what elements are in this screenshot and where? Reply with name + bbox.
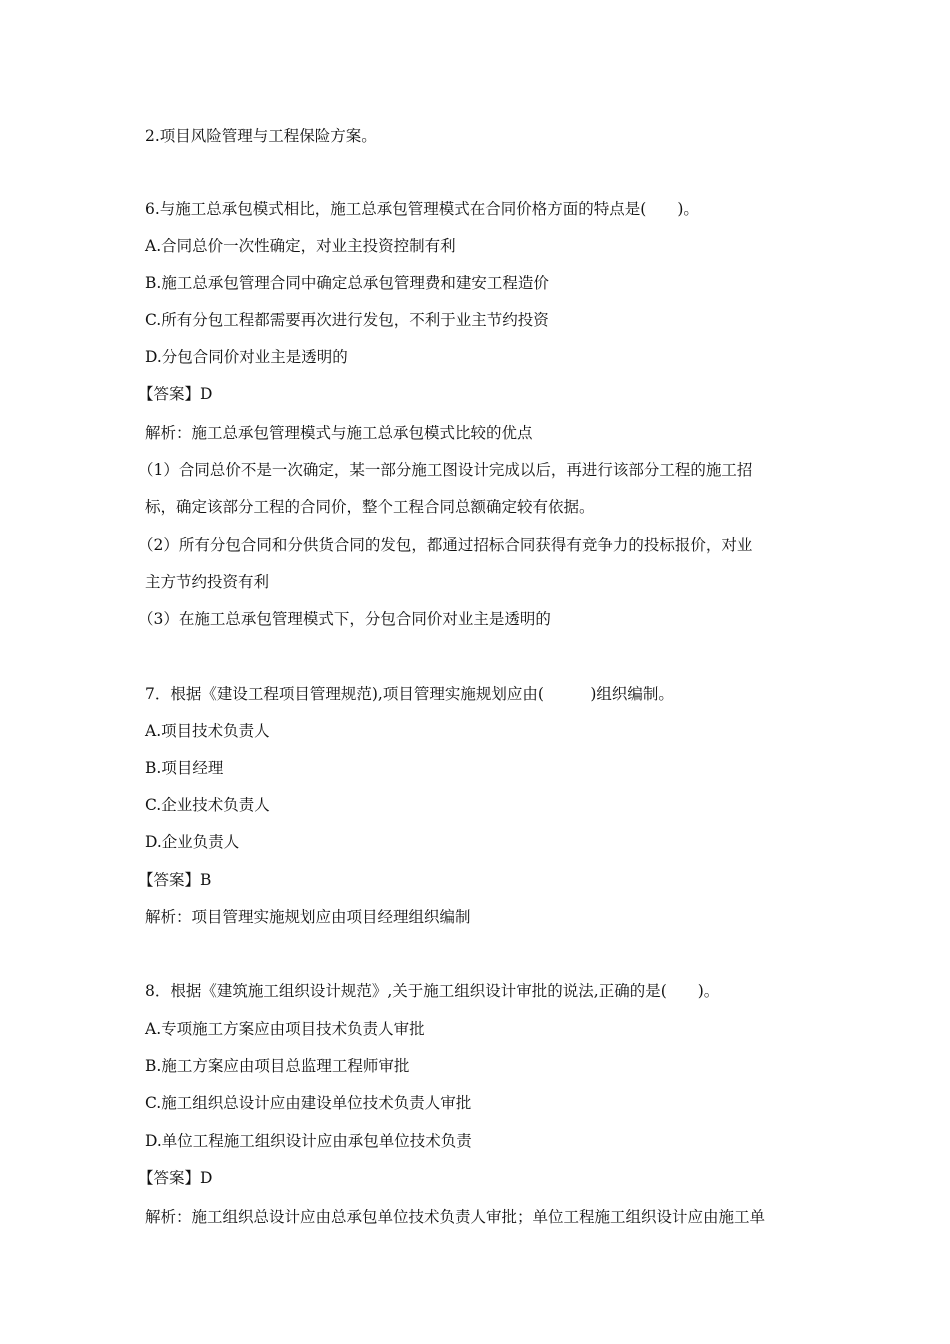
- q6-option-c: C.所有分包工程都需要再次进行发包，不利于业主节约投资: [145, 311, 549, 329]
- q7-analysis-line: 解析：项目管理实施规划应由项目经理组织编制: [145, 908, 471, 926]
- q7-option-b: B.项目经理: [145, 759, 224, 777]
- q6-analysis-line: 主方节约投资有利: [145, 573, 270, 591]
- q8-stem: 8．根据《建筑施工组织设计规范》,关于施工组织设计审批的说法,正确的是( )。: [145, 982, 720, 1000]
- q8-analysis-line: 解析：施工组织总设计应由总承包单位技术负责人审批；单位工程施工组织设计应由施工单: [145, 1208, 766, 1226]
- q6-analysis-line: 标，确定该部分工程的合同价，整个工程合同总额确定较有依据。: [145, 498, 595, 516]
- q7-option-a: A.项目技术负责人: [145, 722, 270, 740]
- q6-analysis-line: （1）合同总价不是一次确定，某一部分施工图设计完成以后，再进行该部分工程的施工招: [138, 461, 753, 479]
- q7-answer: 【答案】B: [138, 871, 212, 889]
- q7-option-c: C.企业技术负责人: [145, 796, 270, 814]
- q7-option-d: D.企业负责人: [145, 833, 240, 851]
- q6-option-d: D.分包合同价对业主是透明的: [145, 348, 348, 366]
- q8-option-d: D.单位工程施工组织设计应由承包单位技术负责: [145, 1132, 472, 1150]
- q6-option-b: B.施工总承包管理合同中确定总承包管理费和建安工程造价: [145, 274, 549, 292]
- intro-line: 2.项目风险管理与工程保险方案。: [145, 127, 377, 145]
- q6-analysis-line: 解析：施工总承包管理模式与施工总承包模式比较的优点: [145, 424, 533, 442]
- q6-analysis-line: （3）在施工总承包管理模式下，分包合同价对业主是透明的: [138, 610, 551, 628]
- q8-option-a: A.专项施工方案应由项目技术负责人审批: [145, 1020, 425, 1038]
- q6-option-a: A.合同总价一次性确定，对业主投资控制有利: [145, 237, 456, 255]
- q6-analysis-line: （2）所有分包合同和分供货合同的发包，都通过招标合同获得有竞争力的投标报价，对业: [138, 536, 753, 554]
- q8-answer: 【答案】D: [138, 1169, 213, 1187]
- q6-stem: 6.与施工总承包模式相比，施工总承包管理模式在合同价格方面的特点是( )。: [145, 200, 699, 218]
- q6-answer: 【答案】D: [138, 385, 213, 403]
- q8-option-b: B.施工方案应由项目总监理工程师审批: [145, 1057, 410, 1075]
- q8-option-c: C.施工组织总设计应由建设单位技术负责人审批: [145, 1094, 472, 1112]
- q7-stem: 7．根据《建设工程项目管理规范),项目管理实施规划应由( )组织编制。: [145, 685, 674, 703]
